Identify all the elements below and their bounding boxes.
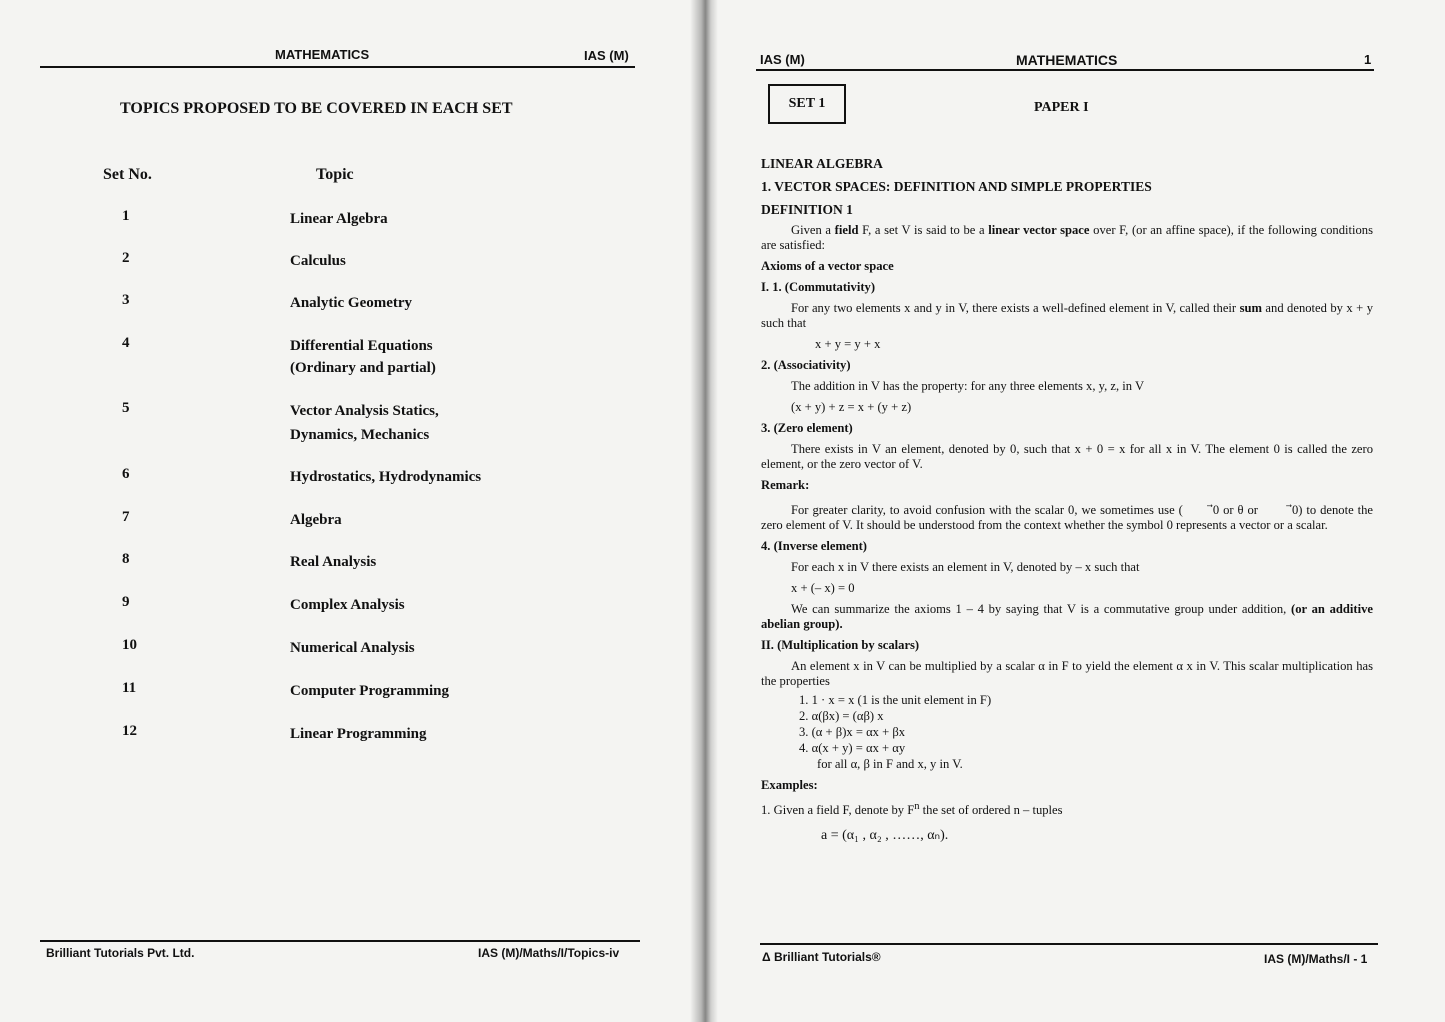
toc-topic: Calculus	[290, 253, 346, 269]
right-footer-code: IAS (M)/Maths/I - 1	[1264, 952, 1368, 966]
toc-set-number: 3	[122, 292, 130, 308]
term-field: field	[834, 223, 859, 237]
zero-vector-symbol	[1262, 503, 1298, 518]
toc-topic: Analytic Geometry	[290, 295, 413, 311]
main-content	[761, 156, 1373, 843]
axiom-4-text: For each x in V there exists an element in V, denoted by – x such that	[791, 560, 1140, 574]
section-heading: LINEAR ALGEBRA	[761, 156, 883, 171]
toc-topic: Hydrostatics, Hydrodynamics	[290, 469, 482, 485]
zero-symbol: 0	[1291, 503, 1299, 517]
examples-heading: Examples:	[761, 778, 818, 792]
set-label-box: SET 1	[768, 84, 846, 124]
toc-set-number: 1	[122, 208, 130, 224]
toc-set-number: 8	[122, 551, 130, 567]
summary-bold: (or an additive abelian group).	[761, 602, 1373, 631]
axiom-1-equation: x + y = y + x	[815, 337, 881, 351]
toc-set-number: 12	[122, 723, 137, 739]
toc-topic: Numerical Analysis	[290, 640, 415, 656]
toc-topic: Linear Programming	[290, 726, 427, 742]
right-footer-rule	[760, 943, 1378, 945]
term-linear-vector-space: linear vector space	[988, 223, 1090, 237]
zero-vector-symbol	[1183, 503, 1219, 518]
zero-symbol: 0	[1212, 503, 1220, 517]
right-header-rule	[756, 69, 1374, 71]
right-page	[708, 0, 1445, 1022]
axiom-4-title: 4. (Inverse element)	[761, 539, 867, 553]
toc-topic: Vector Analysis Statics,	[290, 403, 439, 419]
axioms-heading: Axioms of a vector space	[761, 259, 894, 273]
text-run: over F, (or an affine space), if the following conditions are satisfied:	[761, 223, 1374, 252]
toc-set-number: 10	[122, 637, 137, 653]
left-footer-rule	[40, 940, 640, 942]
text-run: Given a	[791, 223, 835, 237]
property-item: 2. α(βx) = (αβ) x	[799, 709, 884, 723]
left-page	[0, 0, 700, 1022]
axiom-ii-title: II. (Multiplication by scalars)	[761, 638, 920, 652]
col-header-topic: Topic	[316, 166, 354, 183]
axiom-3-title: 3. (Zero element)	[761, 421, 853, 435]
left-footer-code: IAS (M)/Maths/I/Topics-iv	[478, 946, 620, 960]
left-header-rule	[40, 66, 635, 68]
text-run: For any two elements x and y in V, there exists a well-defined element in V, called their	[791, 301, 1240, 315]
toc-topic: Computer Programming	[290, 683, 450, 699]
toc-set-number: 7	[122, 509, 130, 525]
property-item: 3. (α + β)x = αx + βx	[799, 725, 906, 739]
col-header-set: Set No.	[103, 166, 152, 183]
text-run: 1. Given a field F, denote by F	[761, 803, 915, 818]
property-tail: for all α, β in F and x, y in V.	[817, 757, 963, 771]
paper-label: PAPER I	[1034, 100, 1089, 115]
axiom-3-text: There exists in V an element, denoted by 0, such that x + 0 = x for all x in V. The element 0 is called the zero element, or the zero vector of V.	[761, 442, 1373, 471]
toc-set-number: 9	[122, 594, 130, 610]
text-run: For greater clarity, to avoid confusion with the scalar 0, we sometimes use (	[791, 503, 1183, 517]
right-header-subject: MATHEMATICS	[1016, 52, 1118, 68]
toc-topic: Differential Equations	[290, 338, 433, 354]
example-1-equation: a = (α₁ , α₂ , ……, αₙ).	[821, 828, 949, 844]
toc-set-number: 6	[122, 466, 130, 482]
text-run: the set of ordered n – tuples	[919, 803, 1063, 818]
remark-text	[761, 503, 1373, 533]
definition-heading: DEFINITION 1	[761, 202, 853, 217]
subsection-heading: 1. VECTOR SPACES: DEFINITION AND SIMPLE PROPERTIES	[761, 179, 1152, 194]
scalar-properties-list	[761, 693, 1373, 772]
definition-text	[761, 223, 1373, 253]
toc-set-number: 5	[122, 400, 130, 416]
text-run: F, a set V is said to be a	[858, 223, 989, 237]
summary-text	[761, 602, 1373, 632]
superscript-n: n	[914, 801, 920, 812]
text-run: ) to denote the zero element of V. It should be understood from the context whether the symbol 0 represents a vector or a scalar.	[761, 503, 1374, 532]
axiom-2-title: 2. (Associativity)	[761, 358, 851, 372]
toc-title: TOPICS PROPOSED TO BE COVERED IN EACH SET	[120, 100, 513, 117]
axiom-2-equation: (x + y) + z = x + (y + z)	[791, 400, 912, 414]
axiom-1-text	[761, 301, 1373, 331]
toc-topic: Complex Analysis	[290, 597, 405, 613]
toc-topic: Algebra	[290, 512, 342, 528]
axiom-1-title: I. 1. (Commutativity)	[761, 280, 876, 294]
toc-set-number: 11	[122, 680, 137, 696]
toc-set-number: 2	[122, 250, 130, 266]
axiom-4-equation: x + (– x) = 0	[791, 581, 855, 595]
text-run: We can summarize the axioms 1 – 4 by saying that V is a commutative group under addition,	[791, 602, 1292, 616]
left-header-subject: MATHEMATICS	[275, 47, 370, 62]
toc-set-number: 4	[122, 335, 130, 351]
example-1-text	[761, 799, 1373, 818]
text-run: and denoted by x + y such that	[761, 301, 1373, 330]
left-footer-publisher: Brilliant Tutorials Pvt. Ltd.	[46, 946, 195, 960]
axiom-2-text: The addition in V has the property: for any three elements x, y, z, in V	[791, 379, 1145, 393]
property-item: 1. 1 · x = x (1 is the unit element in F)	[799, 693, 992, 707]
toc-topic: Real Analysis	[290, 554, 377, 570]
toc-topic-line2: Dynamics, Mechanics	[290, 427, 430, 443]
term-sum: sum	[1239, 301, 1262, 315]
toc-topic: Linear Algebra	[290, 211, 388, 227]
axiom-ii-text: An element x in V can be multiplied by a scalar α in F to yield the element α x in V. This scalar multiplication has the properties	[761, 659, 1373, 688]
text-run: or θ or	[1219, 503, 1262, 517]
property-item: 4. α(x + y) = αx + αy	[799, 741, 906, 755]
right-footer-publisher: Δ Brilliant Tutorials®	[762, 950, 881, 964]
left-header-course: IAS (M)	[584, 48, 629, 63]
remark-heading: Remark:	[761, 478, 810, 492]
toc-topic-line2: (Ordinary and partial)	[290, 360, 436, 376]
page-number: 1	[1364, 52, 1372, 67]
right-header-course: IAS (M)	[760, 52, 805, 67]
